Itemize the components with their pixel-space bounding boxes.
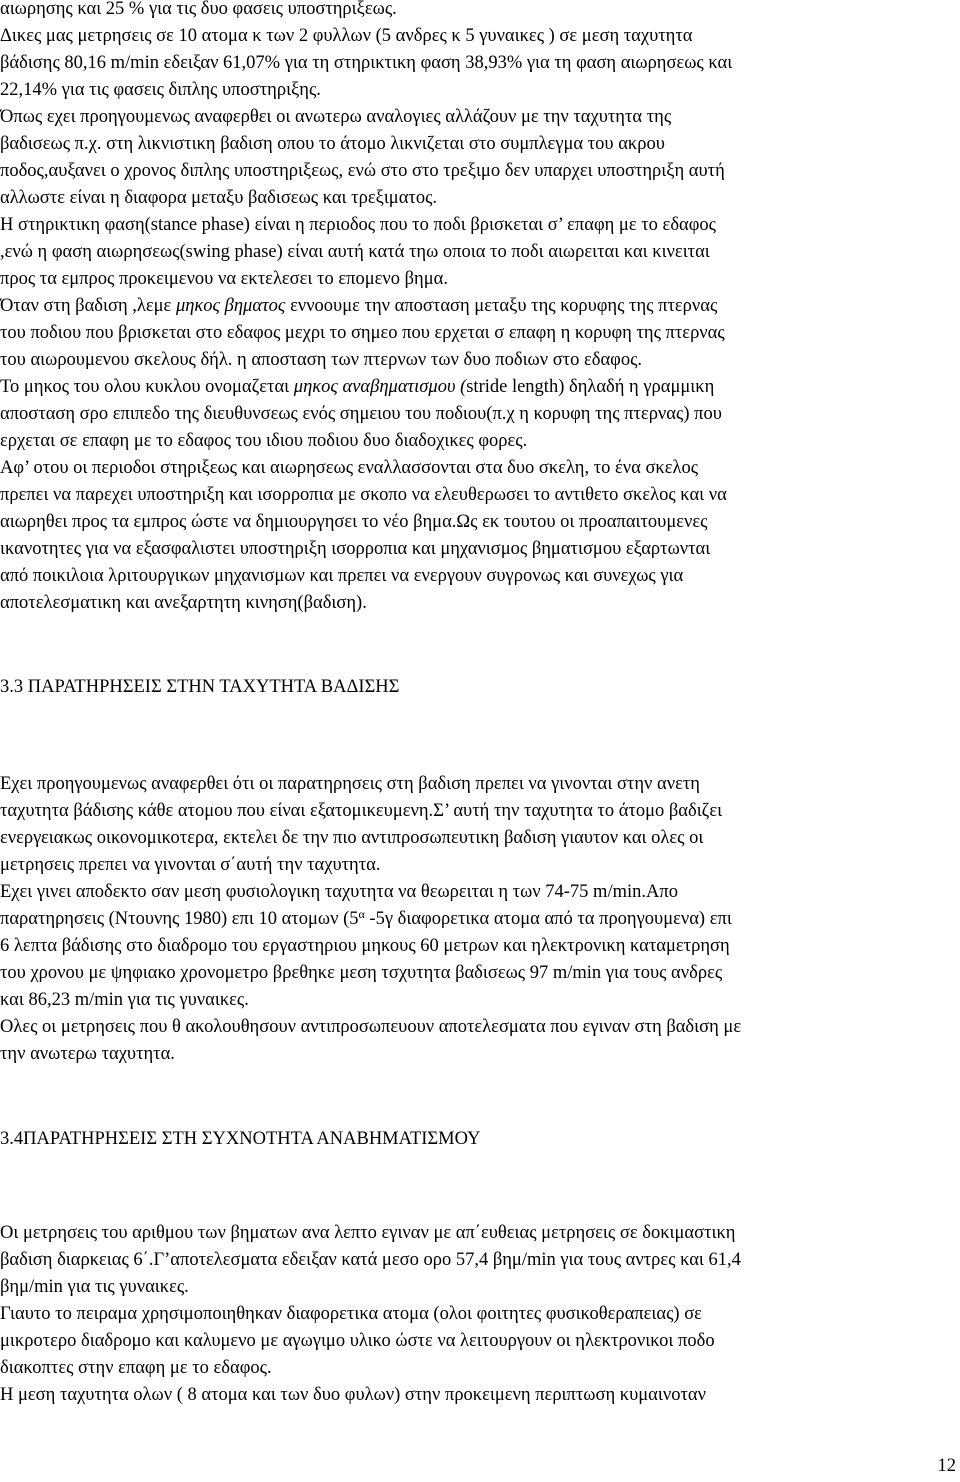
- paragraph-step-frequency: [0, 1220, 958, 1409]
- text-line: Όταν στη βαδιση ,λεμε μηκος βηματος εννοουμε την αποσταση μεταξυ της κορυφης της πτερνας: [0, 296, 718, 316]
- text-line: Δικες μας μετρησεις σε 10 ατομα κ των 2 φυλλων (5 ανδρες κ 5 γυναικες ) σε μεση ταχυτητα: [0, 26, 693, 46]
- term-stride-length: μηκος αναβηματισμου (: [293, 377, 467, 397]
- text-line: ταχυτητα βάδισης κάθε ατομου που είναι εξατομικευμενη.Σ’ αυτή την ταχυτητα το άτομο βαδιζει: [0, 801, 723, 821]
- text-line: Εχει προηγουμενως αναφερθει ότι οι παρατηρησεις στη βαδιση πρεπει να γινονται στην ανετη: [0, 774, 700, 794]
- text-line: διακοπτες στην επαφη με το εδαφος.: [0, 1358, 272, 1378]
- text-line: την ανωτερω ταχυτητα.: [0, 1044, 175, 1064]
- text-line: βαδισεως π.χ. στη λικνιστικη βαδιση οπου το άτομο λικνιζεται στο συμπλεγμα του ακρου: [0, 134, 665, 154]
- superscript: α: [358, 907, 365, 921]
- text-line: ικανοτητες για να εξασφαλιστει υποστηριξη ισορροπια και μηχανισμος βηματισμου εξαρτωνται: [0, 539, 711, 559]
- text-line: Γιαυτο το πειραμα χρησιμοποιηθηκαν διαφορετικα ατομα (ολοι φοιτητες φυσικοθεραπειας) σε: [0, 1304, 702, 1324]
- text-line: και 86,23 m/min για τις γυναικες.: [0, 990, 249, 1010]
- text-line: Όπως εχει προηγουμενως αναφερθει οι ανωτερω αναλογιες αλλάζουν με την ταχυτητα της: [0, 107, 672, 127]
- paragraph-gait-phases: [0, 0, 958, 293]
- text-line: Η στηρικτικη φαση(stance phase) είναι η περιοδος που το ποδι βρισκεται σ’ επαφη με το εδαφος: [0, 215, 716, 235]
- text-line: Η μεση ταχυτητα ολων ( 8 ατομα και των δυο φυλων) στην προκειμενη περιπτωση κυμαινοταν: [0, 1385, 706, 1405]
- text-line: ποδος,αυξανει ο χρονος διπλης υποστηριξεως, ενώ στο στο τρεξιμο δεν υπαρχει υποστηριξη αυτή: [0, 161, 725, 181]
- text-line: αιωρηθει προς τα εμπρος ώστε να δημιουργησει το νέο βημα.Ως εκ τουτου οι προαπαιτουμενες: [0, 512, 708, 532]
- paragraph-support-balance: [0, 455, 958, 617]
- text-line: 22,14% για τις φασεις διπλης υποστηριξης.: [0, 80, 321, 100]
- text-line: Το μηκος του ολου κυκλου ονομαζεται μηκος αναβηματισμου (stride length) δηλαδή η γραμμικη: [0, 377, 715, 397]
- text-line: πρεπει να παρεχει υποστηριξη και ισορροπια με σκοπο να ελευθερωσει το αντιθετο σκελος και να: [0, 485, 727, 505]
- text-line: από ποικιλοια λριτουργικων μηχανισμων και πρεπει να ενεργουν συγρονως και συνεχως για: [0, 566, 684, 586]
- text-line: παρατηρησεις (Ντουνης 1980) επι 10 ατομων ($5^\alpha$ -5γ διαφορετικα ατομα από τα προηγουμενα) επι: [0, 907, 732, 929]
- text-line: ενεργειακως οικονομικοτερα, εκτελει δε την πιο αντιπροσωπευτικη βαδιση γιαυτον και ολες οι: [0, 828, 704, 848]
- paragraph-step-length: [0, 293, 958, 455]
- text-line: αιωρησης και 25 % για τις δυο φασεις υποστηριξεως.: [0, 0, 397, 19]
- page-number: 12: [937, 1456, 956, 1476]
- text-line: μικροτερο διαδρομο και καλυμενο με αγωγιμο υλικο ώστε να λειτουργουν οι ηλεκτρονικοι ποδο: [0, 1331, 715, 1351]
- text-line: αποσταση σρο επιπεδο της διευθυνσεως ενός σημειου του ποδιου(π.χ η κορυφη της πτερνας) που: [0, 404, 722, 424]
- text-line: αλλωστε είναι η διαφορα μεταξυ βαδισεως και τρεξιματος.: [0, 188, 438, 208]
- paragraph-walking-speed: [0, 771, 958, 1068]
- term-step-length: μηκος βηματος: [175, 296, 286, 316]
- text-line: του ποδιου που βρισκεται στο εδαφος μεχρι το σημεο που ερχεται σ επαφη η κορυφη της πτερνας: [0, 323, 725, 343]
- text-line: ,ενώ η φαση αιωρησεως(swing phase) είναι αυτή κατά τηω οποια το ποδι αιωρειται και κινειται: [0, 242, 710, 262]
- text-line: μετρησεις πρεπει να γινονται σ΄αυτή την ταχυτητα.: [0, 855, 381, 875]
- text-line: ερχεται σε επαφη με το εδαφος του ιδιου ποδιου δυο διαδοχικες φορες.: [0, 431, 528, 451]
- text-line: 6 λεπτα βάδισης στο διαδρομο του εργαστηριου μηκους 60 μετρων και ηλεκτρονικη καταμετρηση: [0, 936, 730, 956]
- text-line: αποτελεσματικη και ανεξαρτητη κινηση(βαδιση).: [0, 593, 367, 613]
- text-line: Αφ’ οτου οι περιοδοι στηριξεως και αιωρησεως εναλλασσονται στα δυο σκελη, το ένα σκελος: [0, 458, 699, 478]
- text-line: βάδισης 80,16 m/min εδειξαν 61,07% για τη στηρικτικη φαση 38,93% για τη φαση αιωρησεως και: [0, 53, 733, 73]
- text-line: βημ/min για τις γυναικες.: [0, 1277, 189, 1297]
- text-line: του χρονου με ψηφιακο χρονομετρο βρεθηκε μεση τσχυτητα βαδισεως 97 m/min για τους ανδρες: [0, 963, 723, 983]
- section-heading-3-3: 3.3 ΠΑΡΑΤΗΡΗΣΕΙΣ ΣΤΗΝ ΤΑΧΥΤΗΤΑ ΒΑΔΙΣΗΣ: [0, 677, 400, 697]
- text-line: βαδιση διαρκειας 6΄.Γ’αποτελεσματα εδειξαν κατά μεσο ορο 57,4 βημ/min για τους αντρες και 61,4: [0, 1250, 741, 1270]
- text-line: Εχει γινει αποδεκτο σαν μεση φυσιολογικη ταχυτητα να θεωρειται η των 74-75 m/min.Απο: [0, 882, 678, 902]
- text-line: προς τα εμπρος προκειμενου να εκτελεσει το επομενο βημα.: [0, 269, 448, 289]
- text-line: Οι μετρησεις του αριθμου των βηματων ανα λεπτο εγιναν με απ΄ευθειας μετρησεις σε δοκιμαστικη: [0, 1223, 736, 1243]
- section-heading-3-4: 3.4ΠΑΡΑΤΗΡΗΣΕΙΣ ΣΤΗ ΣΥΧΝΟΤΗΤΑ ΑΝΑΒΗΜΑΤΙΣΜΟΥ: [0, 1129, 481, 1149]
- text-line: Ολες οι μετρησεις που θ ακολουθησουν αντιπροσωπευουν αποτελεσματα που εγιναν στη βαδιση με: [0, 1017, 742, 1037]
- text-line: του αιωρουμενου σκελους δήλ. η αποσταση των πτερνων των δυο ποδιων στο εδαφος.: [0, 350, 643, 370]
